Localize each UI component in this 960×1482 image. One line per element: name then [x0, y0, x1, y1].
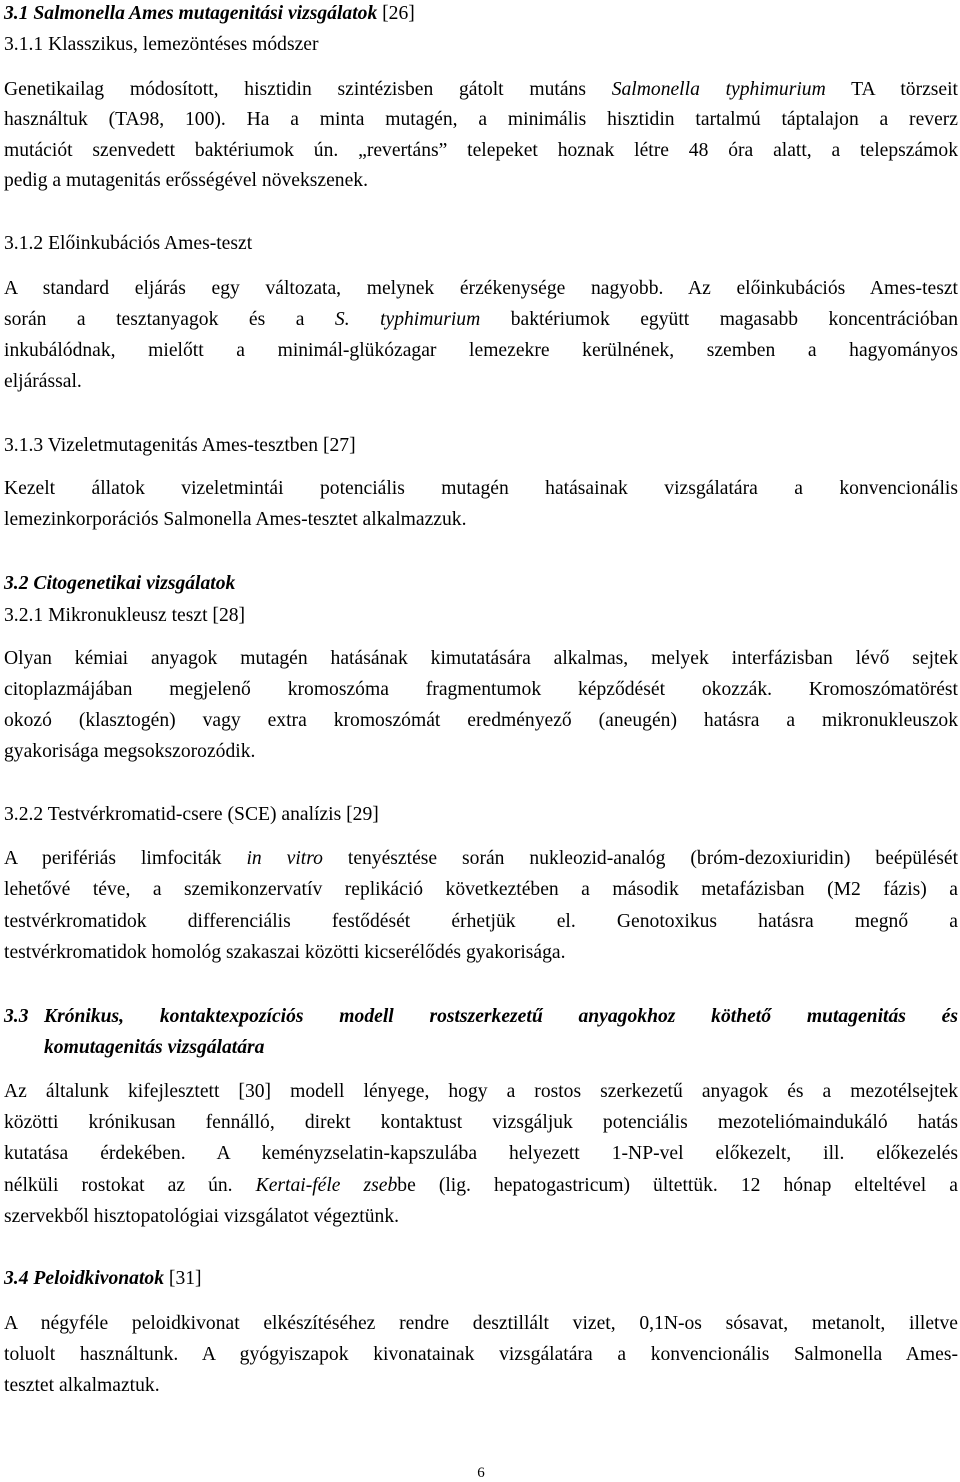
paragraph-line: okozó (klasztogén) vagy extra kromoszómát eredményező (aneugén) hatásra a mikronukleuszok [4, 710, 958, 731]
paragraph-line: toluolt használtunk. A gyógyiszapok kivonatainak vizsgálatára a konvencionális Salmonella Ames- [4, 1344, 958, 1365]
heading-number: 3.4 [4, 1268, 29, 1289]
heading-title-line-2: komutagenitás vizsgálatára [44, 1037, 265, 1058]
paragraph-line: szervekből hisztopatológiai vizsgálatot végeztünk. [4, 1206, 400, 1227]
heading-reference: [31] [164, 1268, 202, 1289]
paragraph-line: Kezelt állatok vizeletmintái potenciális mutagén hatásainak vizsgálatára a konvencionális [4, 478, 958, 499]
paragraph-line: A perifériás limfociták in vitro tenyésztése során nukleozid-analóg (bróm-dezoxiuridin) beépülését [4, 848, 959, 869]
heading-number: 3.3 [4, 1006, 29, 1027]
section-heading-3-3 [4, 1005, 958, 1029]
heading-title: Citogenetikai vizsgálatok [33, 573, 236, 594]
section-heading-3-3-cont [4, 1036, 958, 1060]
document-page [4, 0, 958, 1482]
heading-number: 3.2 [4, 573, 29, 594]
paragraph-line: gyakorisága megsokszorozódik. [4, 741, 256, 762]
heading-title: Peloidkivonatok [33, 1268, 165, 1289]
paragraph-line: testvérkromatidok differenciális festődését érhetjük el. Genotoxikus hatásra megnő a [4, 911, 958, 932]
page-number: 6 [477, 1465, 485, 1481]
section-heading-3-2 [4, 572, 958, 596]
paragraph-line: testvérkromatidok homológ szakaszai közötti kicserélődés gyakorisága. [4, 942, 566, 963]
section-heading-3-4 [4, 1267, 958, 1291]
heading-title: Salmonella Ames mutagenitási vizsgálatok [33, 3, 378, 24]
paragraph-line: citoplazmájában megjelenő kromoszóma fragmentumok képződését okozzák. Kromoszómatörést [4, 679, 958, 700]
subsection-heading-3-1-3: 3.1.3 Vizeletmutagenitás Ames-tesztben [27] [4, 435, 356, 456]
paragraph-line: kutatása érdekében. A keményzselatin-kapszulába helyezett 1-NP-vel előkezelt, ill. előkezelés [4, 1143, 958, 1164]
section-heading-3-1 [4, 2, 958, 26]
subsection-heading-3-1-1: 3.1.1 Klasszikus, lemezöntéses módszer [4, 34, 319, 55]
paragraph-line: mutációt szenvedett baktériumok ún. „revertáns” telepeket hoznak létre 48 óra alatt, a telepszámok [4, 140, 958, 161]
heading-title-line-1: Krónikus, kontaktexpozíciós modell rostszerkezetű anyagokhoz köthető mutagenitás és [44, 1006, 958, 1027]
subsection-heading-3-2-2: 3.2.2 Testvérkromatid-csere (SCE) analízis [29] [4, 804, 379, 825]
paragraph-line: tesztet alkalmaztuk. [4, 1375, 160, 1396]
paragraph-line: A négyféle peloidkivonat elkészítéséhez rendre desztillált vizet, 0,1N-os sósavat, metanolt, illetve [4, 1313, 958, 1334]
paragraph-line: lemezinkorporációs Salmonella Ames-tesztet alkalmazzuk. [4, 509, 467, 530]
paragraph-line: pedig a mutagenitás erősségével növekszenek. [4, 170, 368, 191]
paragraph-line: során a tesztanyagok és a S. typhimurium baktériumok együtt magasabb koncentrációban [4, 309, 959, 330]
paragraph-line: Olyan kémiai anyagok mutagén hatásának kimutatására alkalmas, melyek interfázisban lévő sejtek [4, 648, 958, 669]
paragraph-line: használtuk (TA98, 100). Ha a minta mutagén, a minimális hisztidin tartalmú táptalajon a reverz [4, 109, 958, 130]
subsection-heading-3-2-1: 3.2.1 Mikronukleusz teszt [28] [4, 605, 246, 626]
paragraph-line: lehetővé téve, a szemikonzervatív replikáció következtében a második metafázisban (M2 fázis) a [4, 879, 958, 900]
paragraph-line: inkubálódnak, mielőtt a minimál-glükózagar lemezekre kerülnének, szemben a hagyományos [4, 340, 958, 361]
paragraph-line: Genetikailag módosított, hisztidin szintézisben gátolt mutáns Salmonella typhimurium TA törzseit [4, 79, 959, 100]
paragraph-line: nélküli rostokat az ún. Kertai-féle zsebbe (lig. hepatogastricum) ültettük. 12 hónap elteltével a [4, 1175, 958, 1196]
paragraph-line: eljárással. [4, 371, 82, 392]
paragraph-line: Az általunk kifejlesztett [30] modell lényege, hogy a rostos szerkezetű anyagok és a mezotélsejtek [4, 1081, 958, 1102]
paragraph-line: közötti krónikusan fennálló, direkt kontaktust vizsgáljuk potenciális mezoteliómaindukáló hatás [4, 1112, 958, 1133]
paragraph-line: A standard eljárás egy változata, melynek érzékenysége nagyobb. Az előinkubációs Ames-teszt [4, 278, 958, 299]
heading-number: 3.1 [4, 3, 29, 24]
heading-reference: [26] [377, 3, 415, 24]
subsection-heading-3-1-2: 3.1.2 Előinkubációs Ames-teszt [4, 233, 253, 254]
